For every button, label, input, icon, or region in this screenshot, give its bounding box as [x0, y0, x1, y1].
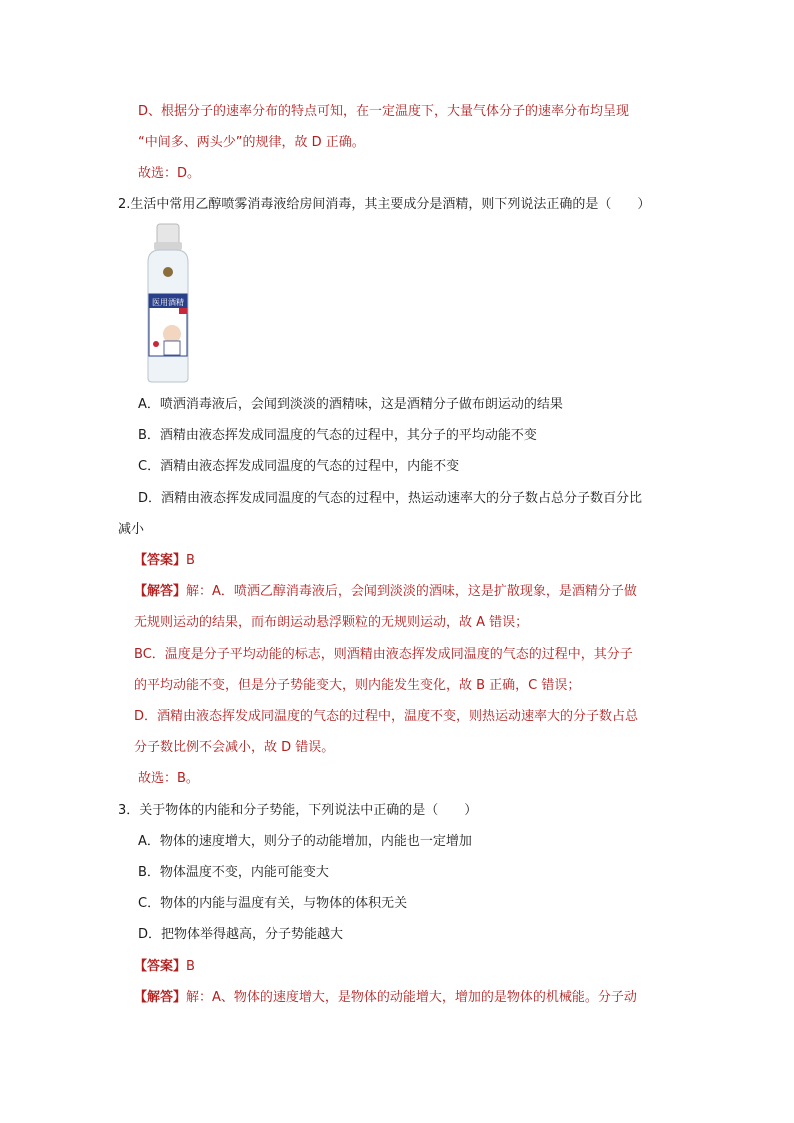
q3-option-b: B．物体温度不变，内能可能变大: [138, 865, 329, 880]
analysis-tag: 【解答】: [134, 990, 187, 1005]
answer-value: B: [186, 553, 195, 568]
q2-option-d-continued: 减小: [118, 522, 145, 537]
q2-analysis-line1: [134, 583, 637, 601]
q2-analysis-line4: 的平均动能不变，但是分子势能变大，则内能发生变化，故 B 正确，C 错误；: [134, 678, 581, 693]
q3-stem: 3．关于物体的内能和分子势能，下列说法中正确的是（ ）: [118, 803, 478, 818]
q2-stem: 2.生活中常用乙醇喷雾消毒液给房间消毒，其主要成分是酒精，则下列说法正确的是（ ）: [118, 197, 651, 212]
q2-choose: 故选：B。: [138, 771, 199, 786]
answer-tag: 【答案】: [134, 553, 187, 568]
q3-option-d: D．把物体举得越高，分子势能越大: [138, 927, 344, 942]
q3-option-a: A．物体的速度增大，则分子的动能增加，内能也一定增加: [138, 834, 472, 849]
answer-tag: 【答案】: [134, 959, 187, 974]
analysis-text: 解：A、物体的速度增大，是物体的动能增大，增加的是物体的机械能。分子动: [186, 990, 637, 1005]
q3-option-c: C．物体的内能与温度有关，与物体的体积无关: [138, 896, 408, 911]
q2-answer: [134, 552, 195, 570]
q1-option-d-line1: D、根据分子的速率分布的特点可知，在一定温度下，大量气体分子的速率分布均呈现: [138, 104, 630, 119]
q2-analysis-line6: 分子数比例不会减小，故 D 错误。: [134, 740, 335, 755]
alcohol-bottle-image: [140, 222, 196, 384]
q3-answer: [134, 958, 195, 976]
answer-value: B: [186, 959, 195, 974]
q3-analysis-line1: [134, 989, 637, 1007]
q2-analysis-line2: 无规则运动的结果，而布朗运动悬浮颗粒的无规则运动，故 A 错误；: [134, 615, 529, 630]
q2-option-b: B．酒精由液态挥发成同温度的气态的过程中，其分子的平均动能不变: [138, 428, 537, 443]
q2-analysis-line5: D．酒精由液态挥发成同温度的气态的过程中，温度不变，则热运动速率大的分子数占总: [134, 709, 639, 724]
q2-analysis-line3: BC．温度是分子平均动能的标志，则酒精由液态挥发成同温度的气态的过程中，其分子: [134, 647, 633, 662]
q2-option-d: D．酒精由液态挥发成同温度的气态的过程中，热运动速率大的分子数占总分子数百分比: [138, 491, 643, 506]
bottle-label-text: 医用酒精: [152, 298, 184, 307]
q2-option-a: A．喷洒消毒液后，会闻到淡淡的酒精味，这是酒精分子做布朗运动的结果: [138, 397, 563, 412]
analysis-tag: 【解答】: [134, 584, 187, 599]
q1-option-d-line2: “中间多、两头少”的规律，故 D 正确。: [138, 135, 365, 150]
q1-choose: 故选：D。: [138, 166, 201, 181]
analysis-text: 解：A．喷洒乙醇消毒液后，会闻到淡淡的酒味，这是扩散现象，是酒精分子做: [186, 584, 637, 599]
q2-option-c: C．酒精由液态挥发成同温度的气态的过程中，内能不变: [138, 459, 460, 474]
